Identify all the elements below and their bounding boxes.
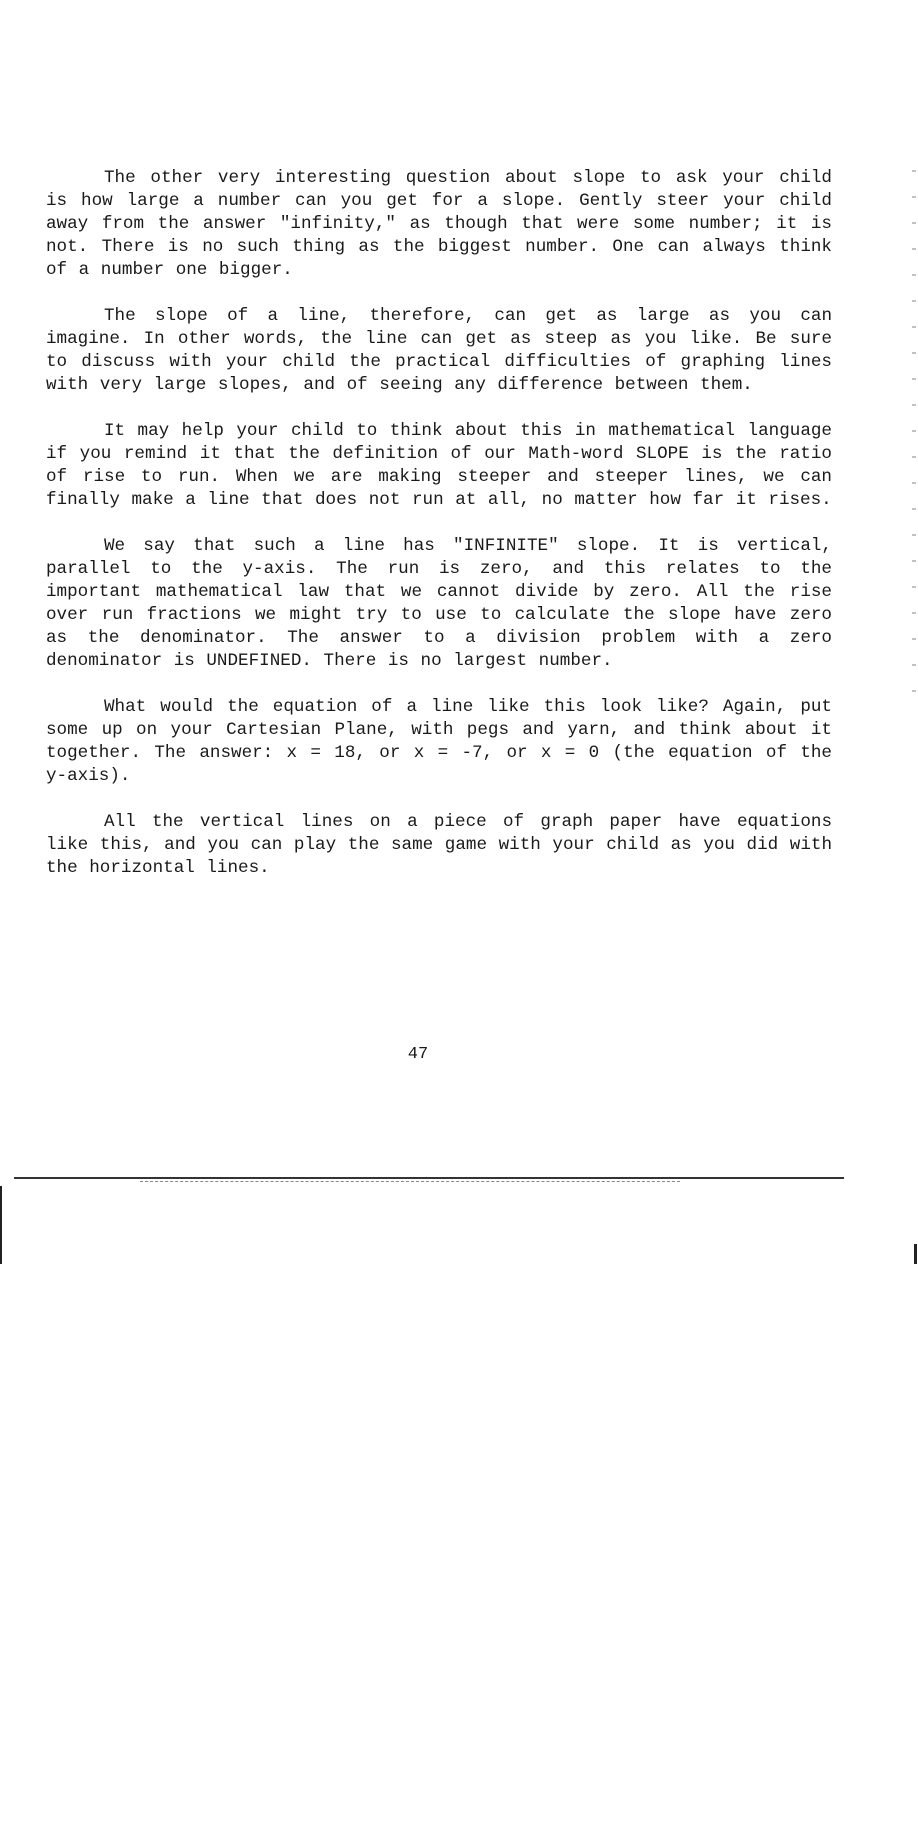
paragraph: It may help your child to think about this in mathematical language if you remind it that the definition of our Math-word SLOPE is the ratio of rise to run. When we are making steeper and steeper lines, we can finally make a line that does not run at all, no matter how far it rises.: [46, 421, 832, 510]
scan-edge-line-faint: [140, 1181, 680, 1182]
paragraph: All the vertical lines on a piece of graph paper have equations like this, and you can play the same game with your child as you did with the horizontal lines.: [46, 812, 832, 878]
scan-edge-mark-left: [0, 1186, 2, 1264]
document-body: [46, 167, 832, 903]
paragraph: We say that such a line has "INFINITE" slope. It is vertical, parallel to the y-axis. The run is zero, and this relates to the important mathematical law that we cannot divide by zero. All the rise over run fractions we might try to use to calculate the slope have zero as the denominator. The answer to a division problem with a zero denominator is UNDEFINED. There is no largest number.: [46, 536, 832, 671]
paragraph: What would the equation of a line like this look like? Again, put some up on your Cartesian Plane, with pegs and yarn, and think about it together. The answer: x = 18, or x = -7, or x = 0 (the equation of the y-axis).: [46, 697, 832, 786]
paragraph: The slope of a line, therefore, can get as large as you can imagine. In other words, the line can get as steep as you like. Be sure to discuss with your child the practical difficulties of graphing lines with very large slopes, and of seeing any difference between them.: [46, 306, 832, 395]
page-number: 47: [407, 1045, 429, 1064]
paragraph: The other very interesting question about slope to ask your child is how large a number can you get for a slope. Gently steer your child away from the answer "infinity," as though that were some number; it is not. There is no such thing as the biggest number. One can always think of a number one bigger.: [46, 168, 832, 280]
scan-edge-line: [14, 1177, 844, 1179]
scan-margin-specks: [912, 170, 916, 710]
scan-edge-mark-right: [914, 1244, 917, 1264]
